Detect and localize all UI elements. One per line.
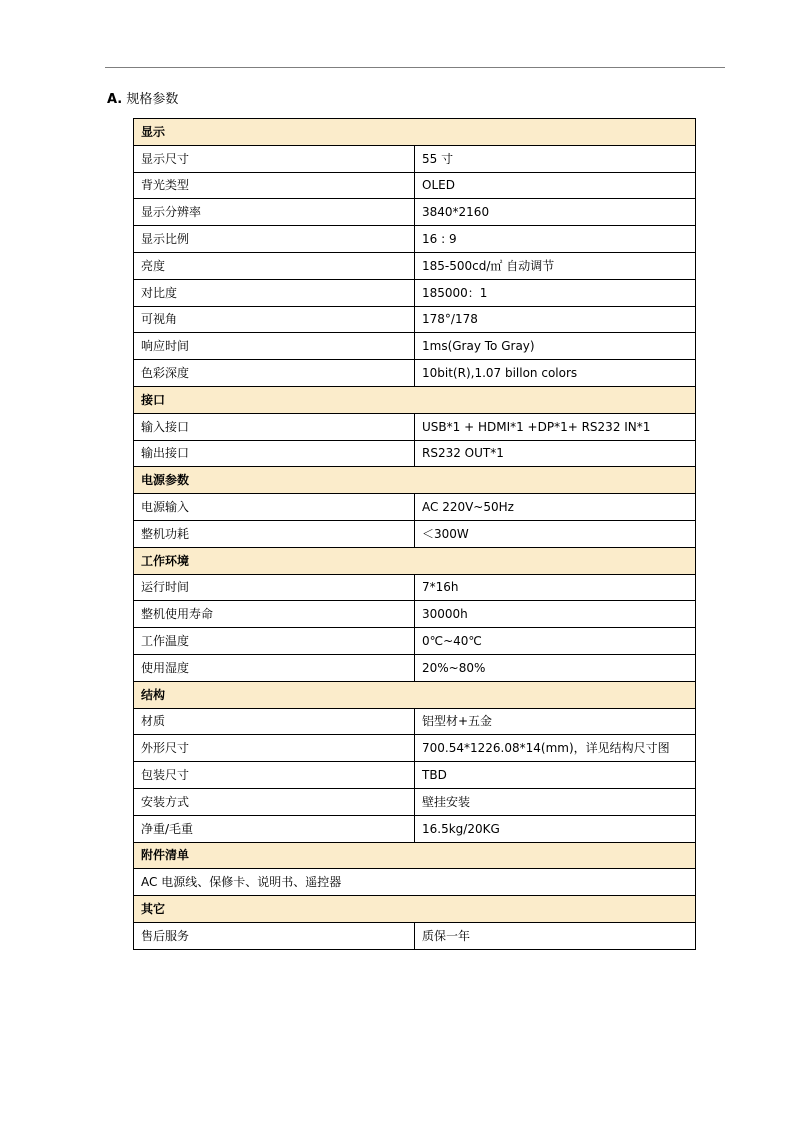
table-row	[134, 708, 696, 735]
table-row	[134, 574, 696, 601]
table-row	[134, 601, 696, 628]
spec-label: 显示尺寸	[134, 145, 415, 172]
table-row	[134, 494, 696, 521]
spec-value: 16 : 9	[415, 226, 696, 253]
spec-label: 输出接口	[134, 440, 415, 467]
category-heading: 其它	[134, 896, 696, 923]
spec-value: TBD	[415, 762, 696, 789]
table-row	[134, 815, 696, 842]
spec-value: 700.54*1226.08*14(mm)，详见结构尺寸图	[415, 735, 696, 762]
category-heading: 工作环境	[134, 547, 696, 574]
spec-value: OLED	[415, 172, 696, 199]
spec-label: 色彩深度	[134, 360, 415, 387]
spec-value: 20%~80%	[415, 654, 696, 681]
table-row	[134, 762, 696, 789]
table-row	[134, 628, 696, 655]
category-row	[134, 547, 696, 574]
spec-value: RS232 OUT*1	[415, 440, 696, 467]
spec-value: 185-500cd/㎡ 自动调节	[415, 252, 696, 279]
category-heading: 显示	[134, 119, 696, 146]
spec-value: 1ms(Gray To Gray)	[415, 333, 696, 360]
spec-value: 16.5kg/20KG	[415, 815, 696, 842]
table-row	[134, 279, 696, 306]
table-row	[134, 226, 696, 253]
table-row	[134, 440, 696, 467]
spec-value: 185000：1	[415, 279, 696, 306]
table-row	[134, 172, 696, 199]
spec-label: 可视角	[134, 306, 415, 333]
spec-table-body	[134, 119, 696, 950]
table-row	[134, 333, 696, 360]
section-heading	[107, 91, 178, 109]
spec-value: AC 220V~50Hz	[415, 494, 696, 521]
table-row	[134, 788, 696, 815]
spec-value: 30000h	[415, 601, 696, 628]
spec-label: 使用湿度	[134, 654, 415, 681]
category-heading: 接口	[134, 386, 696, 413]
table-row	[134, 922, 696, 949]
spec-label: 运行时间	[134, 574, 415, 601]
spec-value: 0℃~40℃	[415, 628, 696, 655]
spec-label: 对比度	[134, 279, 415, 306]
spec-label: 安装方式	[134, 788, 415, 815]
full-width-cell: AC 电源线、保修卡、说明书、遥控器	[134, 869, 696, 896]
spec-value: 55 寸	[415, 145, 696, 172]
spec-value: 铝型材+五金	[415, 708, 696, 735]
category-row	[134, 386, 696, 413]
category-row	[134, 681, 696, 708]
spec-value: USB*1 + HDMI*1 +DP*1+ RS232 IN*1	[415, 413, 696, 440]
table-row	[134, 360, 696, 387]
category-row	[134, 467, 696, 494]
spec-label: 整机使用寿命	[134, 601, 415, 628]
spec-label: 售后服务	[134, 922, 415, 949]
table-row	[134, 199, 696, 226]
spec-label: 电源输入	[134, 494, 415, 521]
spec-label: 包装尺寸	[134, 762, 415, 789]
category-row	[134, 842, 696, 869]
spec-label: 材质	[134, 708, 415, 735]
spec-label: 工作温度	[134, 628, 415, 655]
spec-value: 178°/178	[415, 306, 696, 333]
spec-label: 亮度	[134, 252, 415, 279]
spec-label: 整机功耗	[134, 520, 415, 547]
spec-label: 净重/毛重	[134, 815, 415, 842]
table-row	[134, 520, 696, 547]
table-row	[134, 306, 696, 333]
category-row	[134, 896, 696, 923]
spec-table	[133, 118, 696, 950]
category-heading: 结构	[134, 681, 696, 708]
spec-value: ＜300W	[415, 520, 696, 547]
spec-value: 7*16h	[415, 574, 696, 601]
table-row	[134, 735, 696, 762]
section-title: 规格参数	[126, 92, 179, 107]
category-heading: 电源参数	[134, 467, 696, 494]
spec-label: 背光类型	[134, 172, 415, 199]
table-row	[134, 654, 696, 681]
header-rule	[105, 67, 725, 68]
spec-label: 显示比例	[134, 226, 415, 253]
spec-value: 10bit(R),1.07 billon colors	[415, 360, 696, 387]
table-row	[134, 413, 696, 440]
category-row	[134, 119, 696, 146]
spec-value: 质保一年	[415, 922, 696, 949]
category-heading: 附件清单	[134, 842, 696, 869]
spec-label: 输入接口	[134, 413, 415, 440]
spec-label: 外形尺寸	[134, 735, 415, 762]
table-row	[134, 252, 696, 279]
spec-value: 壁挂安装	[415, 788, 696, 815]
section-letter: A.	[107, 92, 123, 107]
spec-label: 响应时间	[134, 333, 415, 360]
spec-value: 3840*2160	[415, 199, 696, 226]
spec-label: 显示分辨率	[134, 199, 415, 226]
table-row	[134, 145, 696, 172]
table-row	[134, 869, 696, 896]
